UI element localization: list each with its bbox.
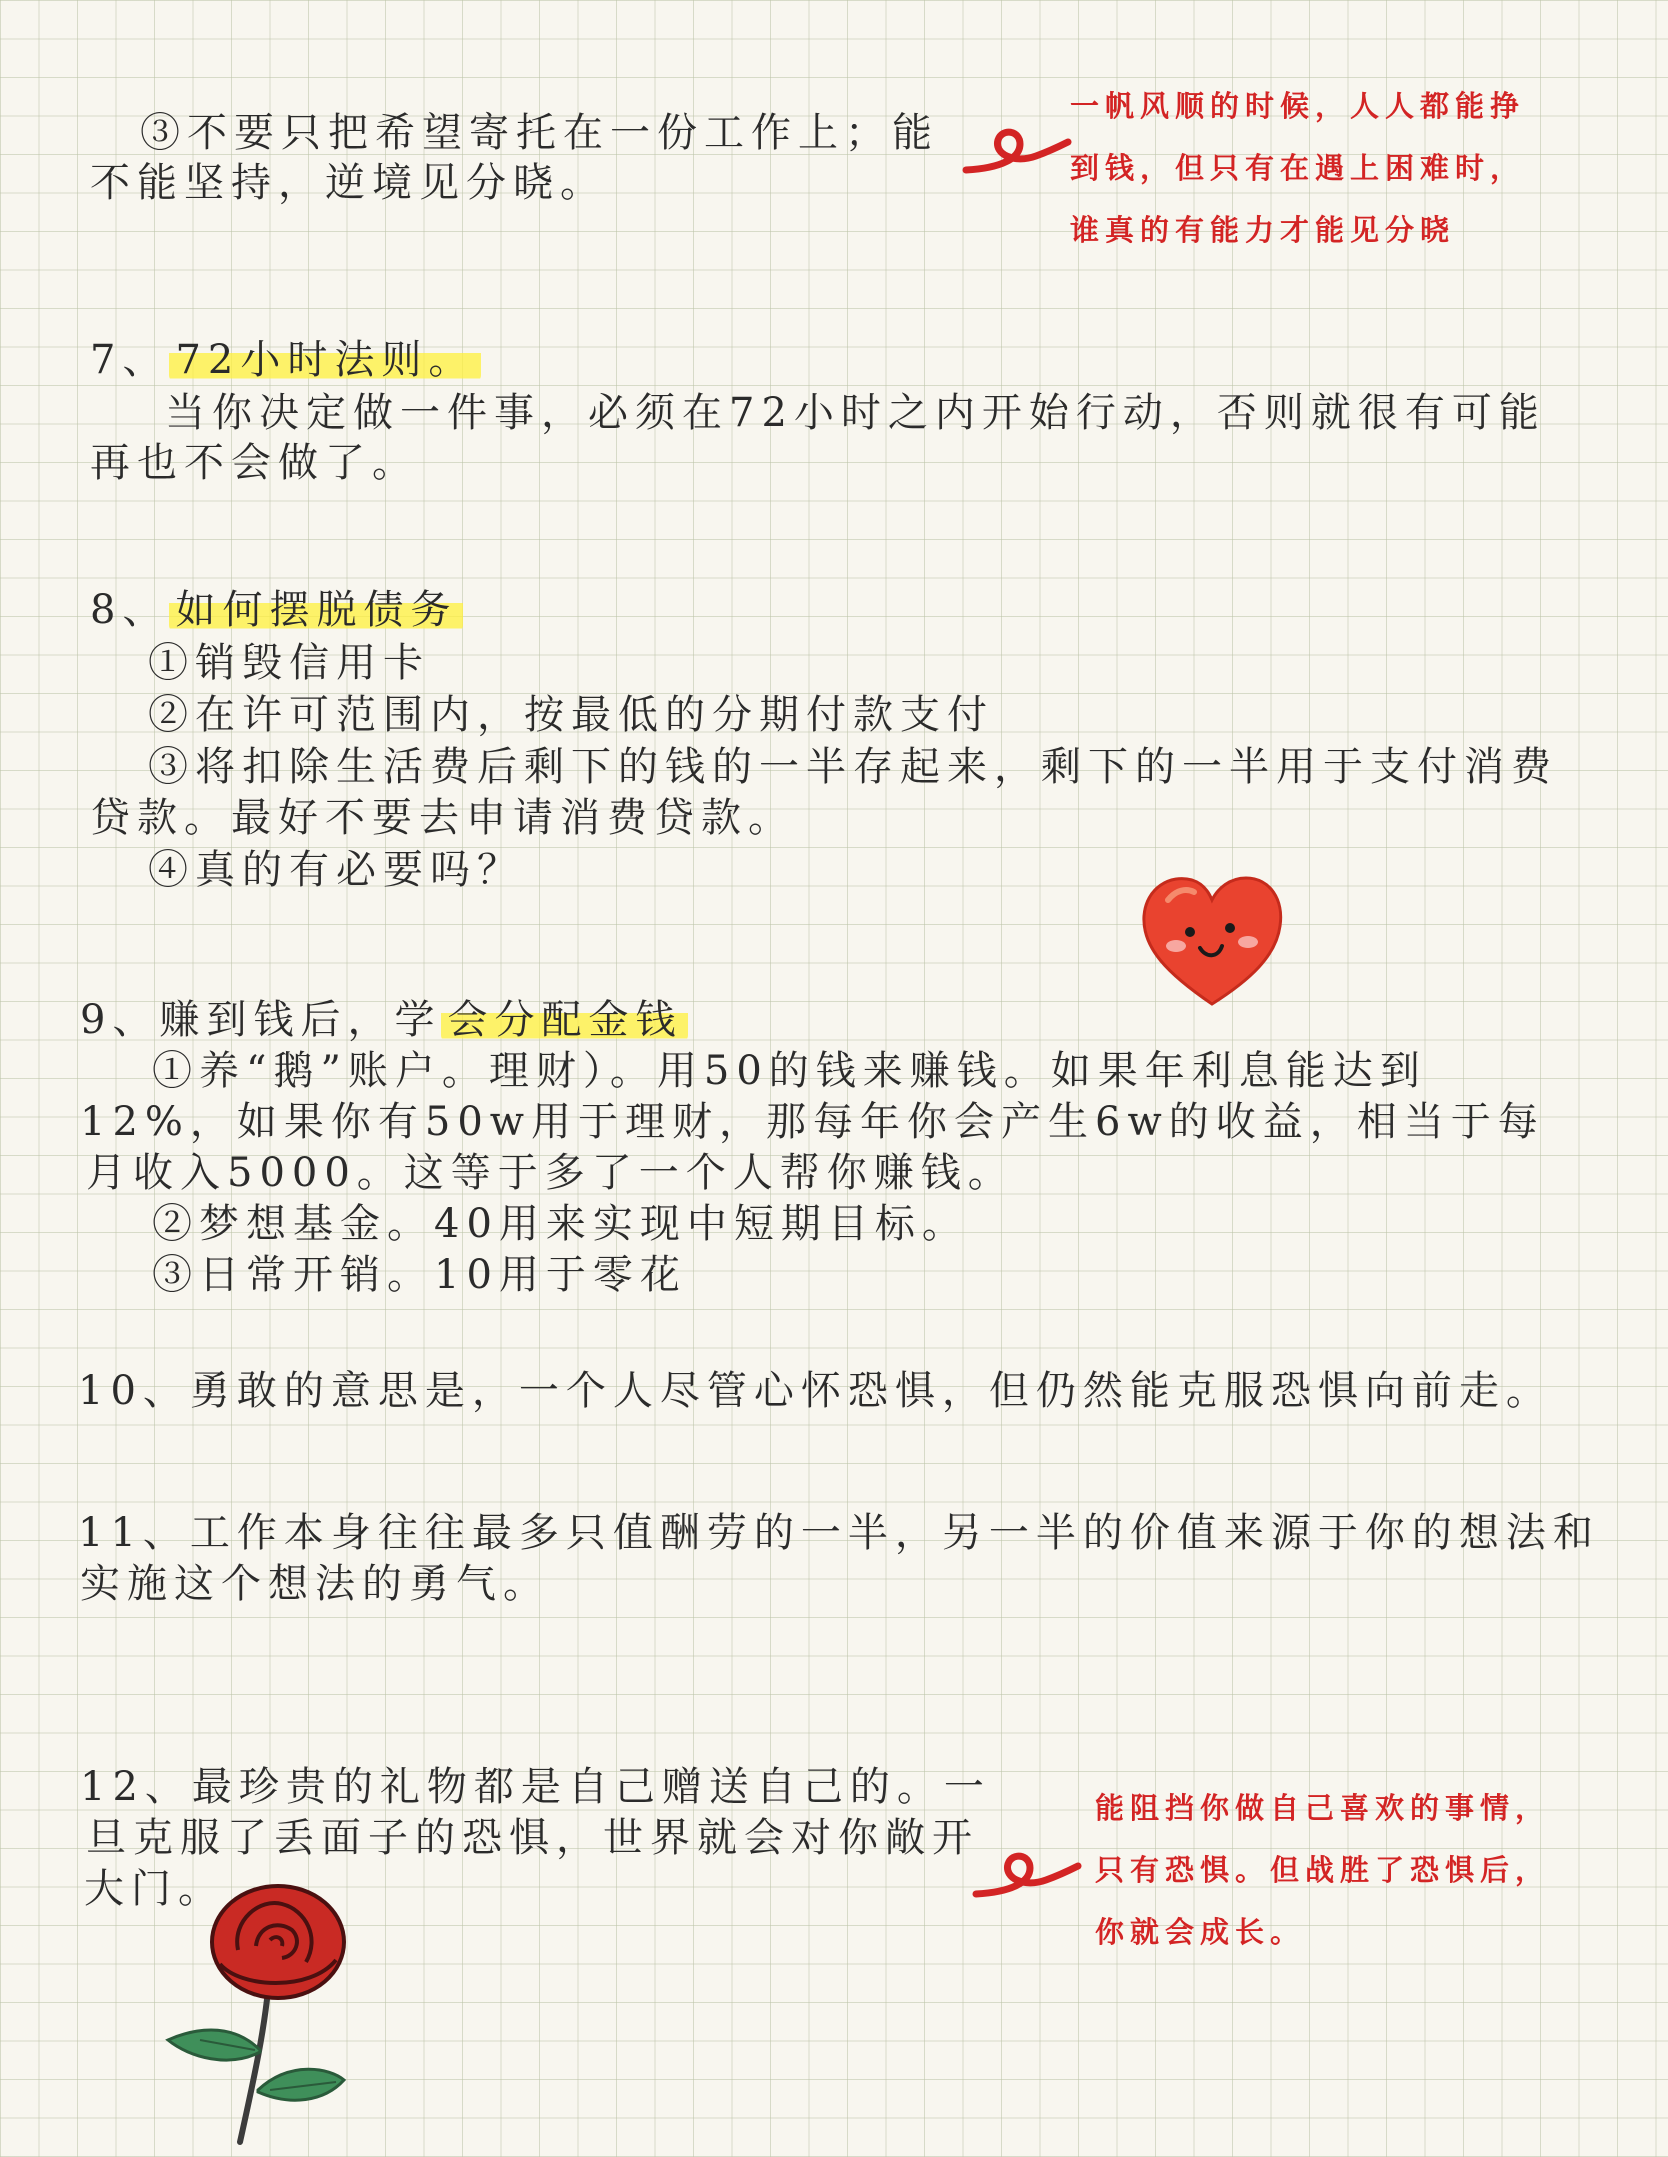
section8-heading — [90, 585, 463, 635]
section7-title: 72小时法则。 — [169, 337, 481, 383]
section7-body-line2: 再也不会做了。 — [90, 440, 419, 486]
section9-item1-line2: 12%，如果你有50w用于理财，那每年你会产生6w的收益，相当于每 — [80, 1099, 1545, 1145]
section9-item1-line1: ①养“鹅”账户。理财）。用50的钱来赚钱。如果年利息能达到 — [152, 1048, 1427, 1094]
note-2-line2: 只有恐惧。但战胜了恐惧后， — [1095, 1853, 1551, 1887]
section8-item1: ①销毁信用卡 — [148, 640, 430, 686]
note-1-line2: 到钱，但只有在遇上困难时， — [1070, 151, 1526, 185]
section8-title: 如何摆脱债务 — [169, 587, 463, 633]
section7-number: 7、 — [90, 337, 170, 383]
note-1-line3: 谁真的有能力才能见分晓 — [1070, 213, 1456, 247]
red-loop-arrow-icon — [972, 1842, 1082, 1912]
section9-item1-line3: 月收入5000。这等于多了一个人帮你赚钱。 — [86, 1150, 1015, 1196]
section11-line2: 实施这个想法的勇气。 — [80, 1561, 550, 1607]
section12-line1: 12、最珍贵的礼物都是自己赠送自己的。一 — [80, 1764, 991, 1810]
section9-title-plain: 赚到钱后，学 — [159, 997, 442, 1043]
rose-sticker-icon — [160, 1880, 380, 2150]
section7-heading — [90, 335, 481, 385]
note-2-line3: 你就会成长。 — [1095, 1915, 1306, 1949]
section12-line3: 大门。 — [84, 1866, 225, 1912]
section9-item3: ③日常开销。10用于零花 — [152, 1252, 687, 1298]
note-2-line1: 能阻挡你做自己喜欢的事情， — [1095, 1791, 1551, 1825]
section8-item4: ④真的有必要吗？ — [148, 847, 524, 893]
section9-title-highlight: 会分配金钱 — [441, 997, 688, 1043]
section12-line2: 旦克服了丢面子的恐惧，世界就会对你敞开 — [86, 1815, 979, 1861]
section6-item3-line1: ③不要只把希望寄托在一份工作上；能 — [140, 110, 939, 156]
section8-item3-line2: 贷款。最好不要去申请消费贷款。 — [90, 795, 795, 841]
section9-item2: ②梦想基金。40用来实现中短期目标。 — [152, 1201, 969, 1247]
section8-item3-line1: ③将扣除生活费后剩下的钱的一半存起来，剩下的一半用于支付消费 — [148, 744, 1558, 790]
section7-body-line1: 当你决定做一件事，必须在72小时之内开始行动，否则就很有可能 — [165, 390, 1546, 436]
section11-line1: 11、工作本身往往最多只值酬劳的一半，另一半的价值来源于你的想法和 — [78, 1510, 1600, 1556]
section10-text: 10、勇敢的意思是，一个人尽管心怀恐惧，但仍然能克服恐惧向前走。 — [78, 1368, 1553, 1414]
red-loop-arrow-icon — [962, 118, 1072, 188]
section8-item2: ②在许可范围内，按最低的分期付款支付 — [148, 692, 994, 738]
heart-sticker-icon — [1138, 870, 1286, 1012]
note-1-line1: 一帆风顺的时候，人人都能挣 — [1070, 89, 1526, 123]
section8-number: 8、 — [90, 587, 170, 633]
section6-item3-line2: 不能坚持，逆境见分晓。 — [90, 160, 607, 206]
section9-heading — [80, 995, 688, 1045]
section9-number: 9、 — [80, 997, 160, 1043]
